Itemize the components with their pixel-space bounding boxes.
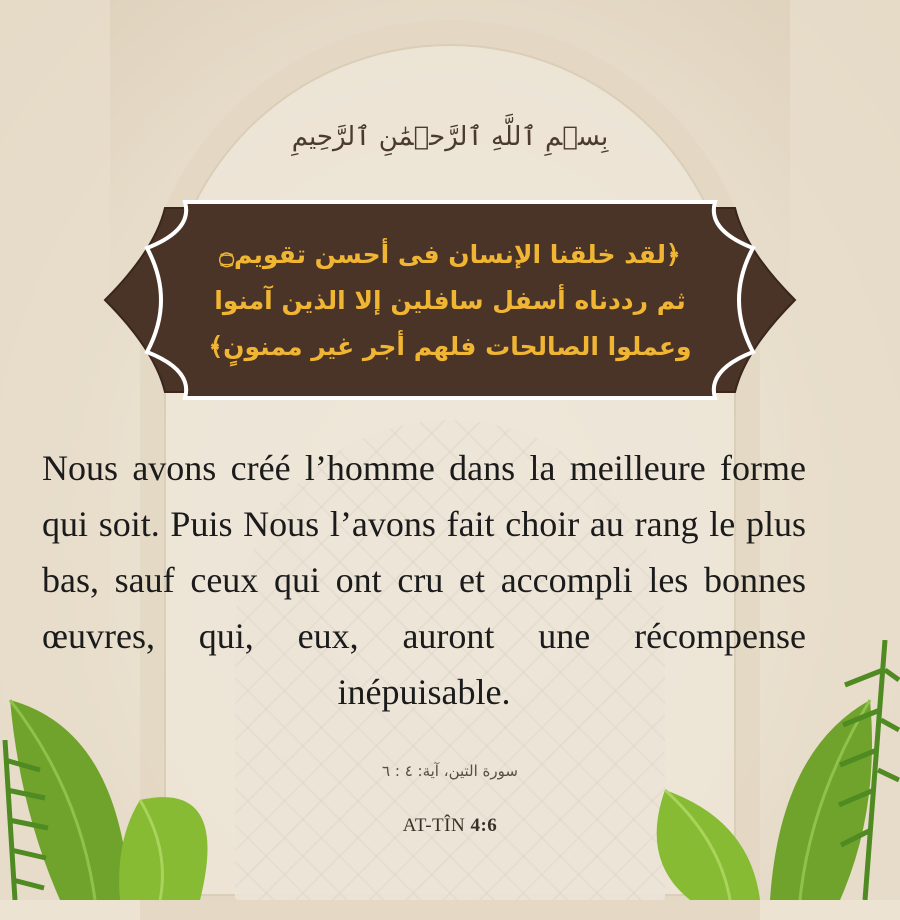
palm-frond-icon (835, 640, 900, 900)
surah-name: AT-TÎN (402, 815, 466, 836)
reference-arabic: سورة التين، آية: ٤ : ٦ (382, 762, 518, 780)
verse-arabic: ﴿لقد خلقنا الإنسان فى أحسن تقويم۝ ثم رددناه أسفل سافلين إلا الذين آمنوا وعملوا الصالحات فلهم أجر غير ممنونٍ﴾ (208, 240, 692, 361)
verse-banner (85, 190, 815, 410)
verse-numbers: 4:6 (470, 815, 498, 836)
verse-translation: Nous avons créé l’homme dans la meilleure forme qui soit. Puis Nous l’avons fait choir au rang le plus bas, sauf ceux qui ont cru et accompli les bonnes œuvres, qui, eux, auront une récompense inépuisable. (42, 448, 806, 712)
basmala: بِسۡمِ ٱللَّهِ ٱلرَّحۡمَٰنِ ٱلرَّحِيمِ (291, 122, 609, 152)
palm-frond-icon (0, 740, 60, 900)
